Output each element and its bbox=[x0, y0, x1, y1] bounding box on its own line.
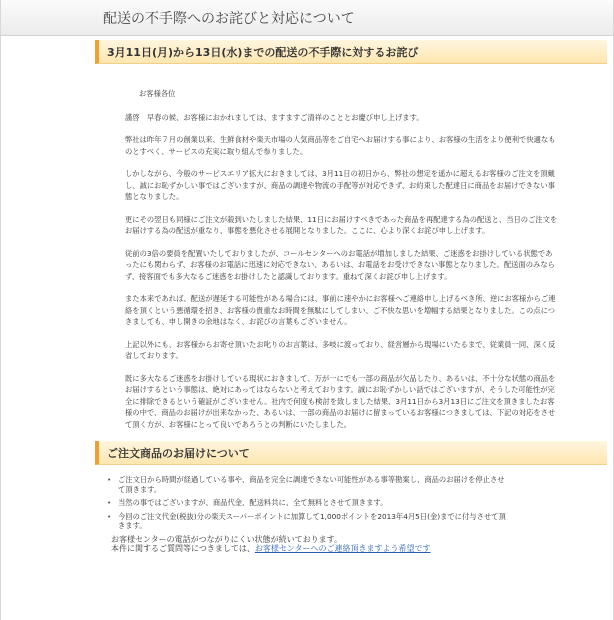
salutation: お客様各位 bbox=[139, 89, 176, 98]
paragraph-incident: しかしながら、今般のサービスエリア拡大におきましては、3月11日の初日から、弊社の想定を遥かに超えるお客様のご注文を頂戴し、誠にお恥ずかしい事ではございますが、商品の調達や物流の手配等が対応できず、お約束した配達日に商品をお届けできない事態となりました。 bbox=[125, 169, 555, 201]
footer-line-2 bbox=[111, 544, 613, 553]
paragraph-notification: また本来であれば、配送が遅延する可能性がある場合には、事前に速やかにお客様へご連絡申し上げるべき所、逆にお客様からご連絡を頂くという悪循環を招き、お客様の貴重なお時間を無駄にしてしまい、ご不快な思いを増幅する結果となりました。この点につきましても、申し開きの余地はなく、お詫びの言葉もございません。 bbox=[125, 294, 556, 326]
list-item: • 当然の事ではございますが、商品代金、配送料共に、全て無料とさせて頂きます。 bbox=[107, 498, 509, 508]
page-title: 配送の不手際へのお詫びと対応について bbox=[103, 10, 355, 27]
paragraph-greeting: 謹啓 早春の候、お客様におかれましては、ますますご清祥のこととお慶び申し上げます。 bbox=[125, 112, 424, 122]
customer-center-link[interactable]: お客様センターへのご連絡頂きますよう希望です bbox=[254, 543, 431, 553]
footer-line-1: お客様センターの電話がつながりにくい状態が続いております。 bbox=[111, 534, 343, 544]
paragraph-call-center: 従前の3倍の要員を配置いたしておりましたが、コールセンターへのお電話が増加しました結果、ご迷惑をお掛けしている状態であったにも関わらず、お客様のお電話に迅速に対応できない、あるいは、お電話をお受けできない事態となりました。配送面のみならず、接客面でも多大なるご迷惑をお掛けしたと認識しております。重ねて深くお詫び申し上げます。 bbox=[125, 248, 555, 281]
section-heading-apology: 3月11日(月)から13日(水)までの配送の不手際に対するお詫び bbox=[107, 45, 419, 59]
delivery-notice-list bbox=[107, 475, 509, 531]
list-item: • 今回のご注文代金(税抜)分の楽天スーパーポイントに加算して1,000ポイントを2013年4月5日(金)までに付与させて頂きます。 bbox=[107, 512, 509, 531]
paragraph-company-intro: 弊社は昨年７月の創業以来、生鮮食材や楽天市場の人気商品等をご自宅へお届けする事により、お客様の生活をより便利で快適なものとすべく、サービスの充実に取り組んで参りました。 bbox=[125, 135, 556, 156]
apology-body bbox=[125, 88, 559, 430]
section-heading-delivery: ご注文商品のお届けについて bbox=[107, 446, 250, 460]
paragraph-escalation: 更にその翌日も同様にご注文が殺到いたしました結果、11日にお届けすべきであった商品を再配達する為の配送と、当日のご注文をお届けする為の配送が重なり、事態を悪化させる展開となりました。ここに、心より深くお詫び申し上げます。 bbox=[125, 214, 558, 235]
title-bar bbox=[1, 0, 613, 36]
list-item: • ご注文日から時間が経過している事や、商品を完全に調達できない可能性がある事等勘案し、商品のお届けを停止させて頂きます。 bbox=[107, 475, 509, 494]
paragraph-decision: 既に多大なるご迷惑をお掛けしている現状におきまして、万が一にでも一部の商品が欠品したり、あるいは、不十分な状態の商品をお届けするという事態は、絶対にあってはならないと考えております。誠にお恥ずかしい話ではございますが、そうした可能性が完全に排除できるという確証がございません。社内で何度も検討を致しました結果、3月11日から3月13日にご注文を頂きましたお客様の中で、商品のお届けが出来なかった、あるいは、一部の商品のお届けに留まっているお客様につきましては、下記の対応をさせて頂く方が、お客様にとって良いであろうとの判断にいたしました。 bbox=[125, 373, 556, 429]
section-header-apology bbox=[95, 40, 607, 64]
footer-notice bbox=[111, 535, 613, 553]
paragraph-reflection: 上記以外にも、お客様からお寄せ頂いたお叱りのお言葉は、多岐に渡っており、経営層から現場にいたるまで、従業員一同、深く反省しております。 bbox=[125, 339, 556, 360]
section-header-delivery bbox=[95, 441, 607, 465]
footer-line-2-prefix: 本件に関するご質問等につきましては、 bbox=[111, 543, 255, 553]
